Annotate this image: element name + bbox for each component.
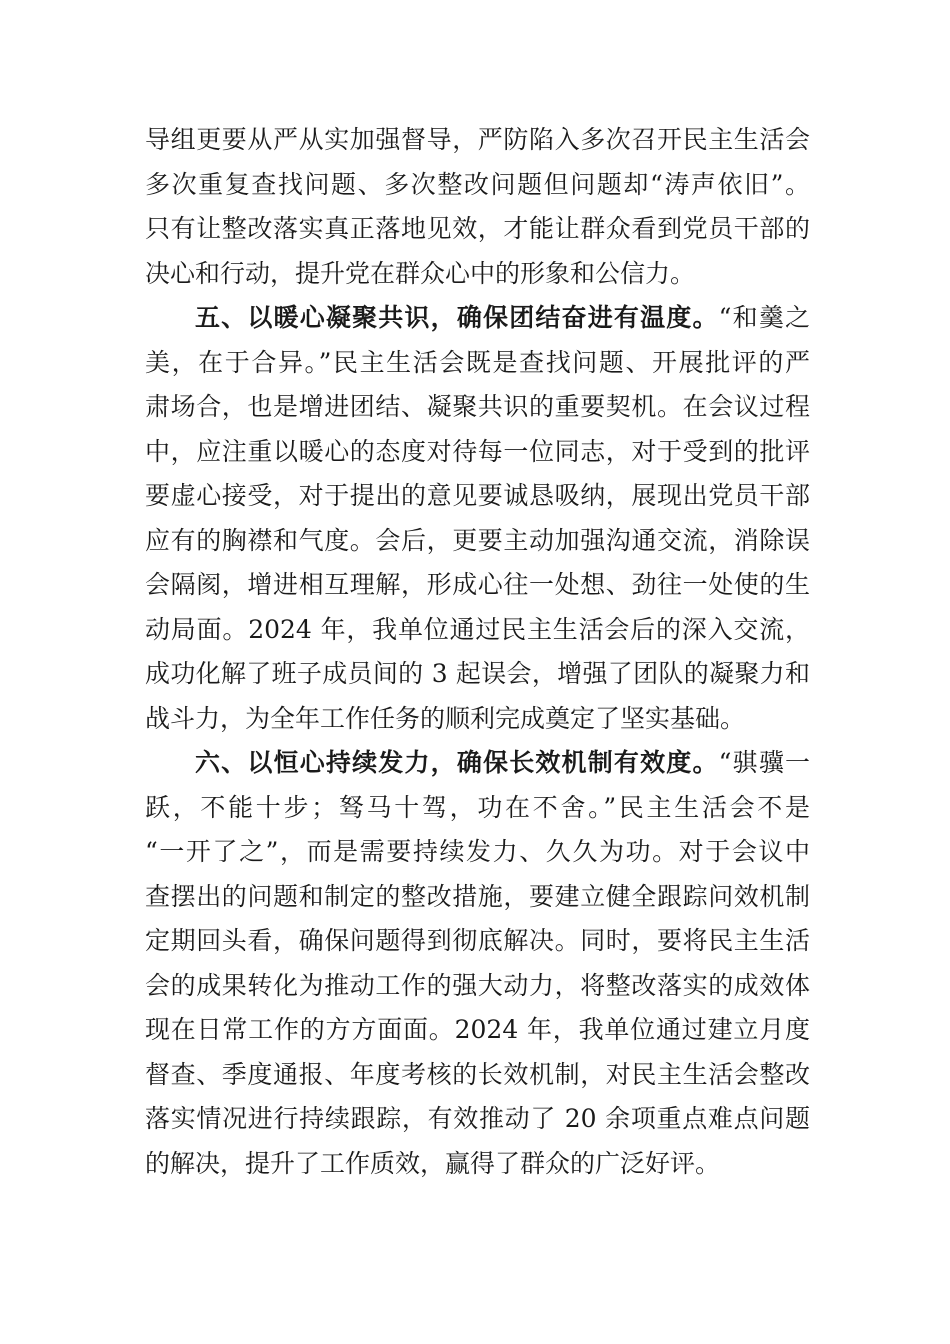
text-line: “一开了之”，而是需要持续发力、久久为功。对于会议中 [145,837,810,866]
paragraph [145,296,810,741]
text-line: 查摆出的问题和制定的整改措施，要建立健全跟踪问效机制 [145,881,810,911]
text-line [145,741,810,786]
paragraph [145,118,810,296]
text-line: 跃，不能十步；驽马十驾，功在不舍。”民主生活会不是 [145,792,810,822]
text-line: 决心和行动，提升党在群众心中的形象和公信力。 [145,258,696,288]
text-line: 成功化解了班子成员间的 3 起误会，增强了团队的凝聚力和 [145,659,810,688]
text-line: 应有的胸襟和气度。会后，更要主动加强沟通交流，消除误 [145,525,810,555]
section-heading: 五、以暖心凝聚共识，确保团结奋进有温度。 [195,303,719,332]
document-body [145,118,810,1186]
text-line: 肃场合，也是增进团结、凝聚共识的重要契机。在会议过程 [145,392,810,421]
text-line: 现在日常工作的方方面面。2024 年，我单位通过建立月度 [145,1015,810,1044]
text-line: 导组更要从严从实加强督导，严防陷入多次召开民主生活会 [145,125,810,154]
text-line: 美，在于合异。”民主生活会既是查找问题、开展批评的严 [145,347,810,377]
text-line: 战斗力，为全年工作任务的顺利完成奠定了坚实基础。 [145,703,746,733]
text-fragment: “骐骥一 [718,748,811,777]
text-line: 的解决，提升了工作质效，赢得了群众的广泛好评。 [145,1148,721,1178]
paragraph [145,741,810,1186]
text-line: 落实情况进行持续跟踪，有效推动了 20 余项重点难点问题 [145,1104,810,1133]
text-line: 会的成果转化为推动工作的强大动力，将整改落实的成效体 [145,970,810,1000]
text-line: 会隔阂，增进相互理解，形成心往一处想、劲往一处使的生 [145,570,810,599]
text-line: 多次重复查找问题、多次整改问题但问题却“涛声依旧”。 [145,169,810,199]
text-line [145,296,810,341]
text-line: 只有让整改落实真正落地见效，才能让群众看到党员干部的 [145,214,810,243]
text-line: 动局面。2024 年，我单位通过民主生活会后的深入交流， [145,614,810,644]
text-line: 督查、季度通报、年度考核的长效机制，对民主生活会整改 [145,1059,810,1089]
text-line: 定期回头看，确保问题得到彻底解决。同时，要将民主生活 [145,926,810,955]
section-heading: 六、以恒心持续发力，确保长效机制有效度。 [195,748,719,777]
text-fragment: “和羹之 [718,303,811,332]
text-line: 中，应注重以暖心的态度对待每一位同志，对于受到的批评 [145,436,810,466]
text-line: 要虚心接受，对于提出的意见要诚恳吸纳，展现出党员干部 [145,481,810,510]
